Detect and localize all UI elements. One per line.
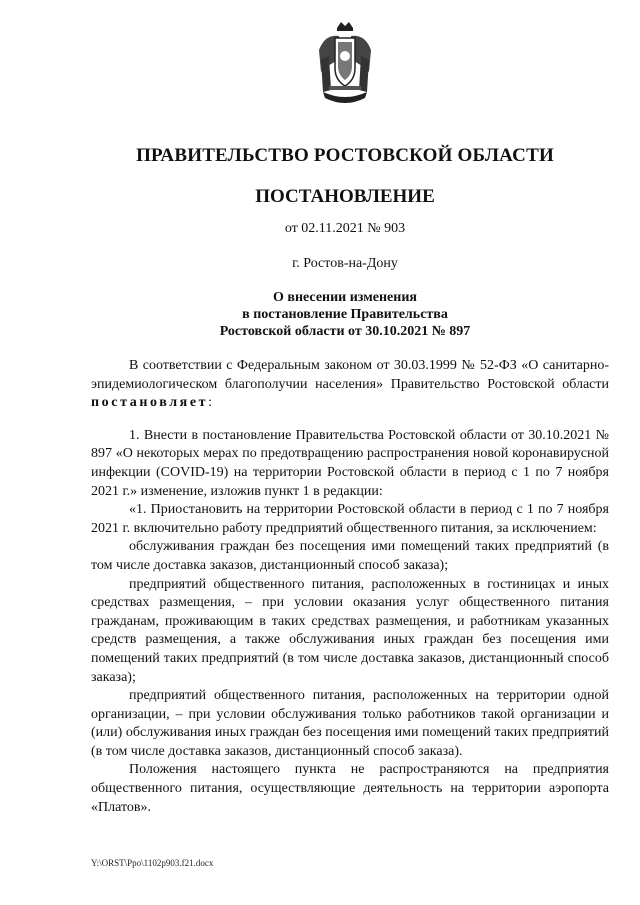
preamble-verb: постановляет (91, 395, 209, 411)
document-type: ПОСТАНОВЛЕНИЕ (255, 186, 435, 207)
paragraph-5: предприятий общественного питания, расположенных на территории одной организации, – при условии обслуживания только работников такой организации и (или) обслуживания иных граждан без посещения ими помещений таких предприятий (в том числе доставка заказов, дистанционный способ заказа). (91, 688, 609, 759)
preamble-end: : (208, 395, 213, 411)
file-path-footer: Y:\ORST\Ppo\1102p903.f21.docx (91, 858, 214, 868)
preamble-text: В соответствии с Федеральным законом от 30.03.1999 № 52-ФЗ «О санитарно-эпидемиологическом благополучии населения» Правительство Ростовской области (91, 358, 609, 392)
paragraph-3: обслуживания граждан без посещения ими помещений таких предприятий (в том числе доставка заказов, дистанционный способ заказа); (91, 539, 609, 573)
paragraph-6: Положения настоящего пункта не распространяются на предприятия общественного питания, осуществляющие деятельность на территории аэропорта «Платов». (91, 762, 609, 815)
document-city: г. Ростов-на-Дону (292, 256, 398, 271)
paragraph-4: предприятий общественного питания, расположенных в гостиницах и иных средствах размещения, – при условии оказания услуг общественного питания гражданам, проживающим в таких средствах размещения, и работникам указанных средств размещения, а также обслуживания иных граждан без посещения ими помещений таких предприятий (в том числе доставка заказов, дистанционный способ заказа); (91, 576, 609, 685)
document-date-number: от 02.11.2021 № 903 (284, 221, 406, 236)
document-body (91, 357, 609, 817)
paragraph-1: 1. Внести в постановление Правительства Ростовской области от 30.10.2021 № 897 «О некоторых мерах по предотвращению распространения новой коронавирусной инфекции (COVID-19) на территории Ростовской области в период с 1 по 7 ноября 2021 г.» изменение, изложив пункт 1 в редакции: (91, 427, 609, 499)
government-title: ПРАВИТЕЛЬСТВО РОСТОВСКОЙ ОБЛАСТИ (136, 145, 554, 166)
subject-line-1: О внесении изменения (273, 290, 417, 305)
paragraph-2: «1. Приостановить на территории Ростовской области в период с 1 по 7 ноября 2021 г. включительно работу предприятий общественного питания, за исключением: (91, 502, 609, 536)
document-subject (0, 289, 640, 340)
coat-of-arms-icon (315, 20, 375, 110)
preamble-paragraph (91, 357, 609, 413)
subject-line-2: в постановление Правительства (242, 307, 448, 322)
subject-line-3: Ростовской области от 30.10.2021 № 897 (219, 324, 471, 339)
